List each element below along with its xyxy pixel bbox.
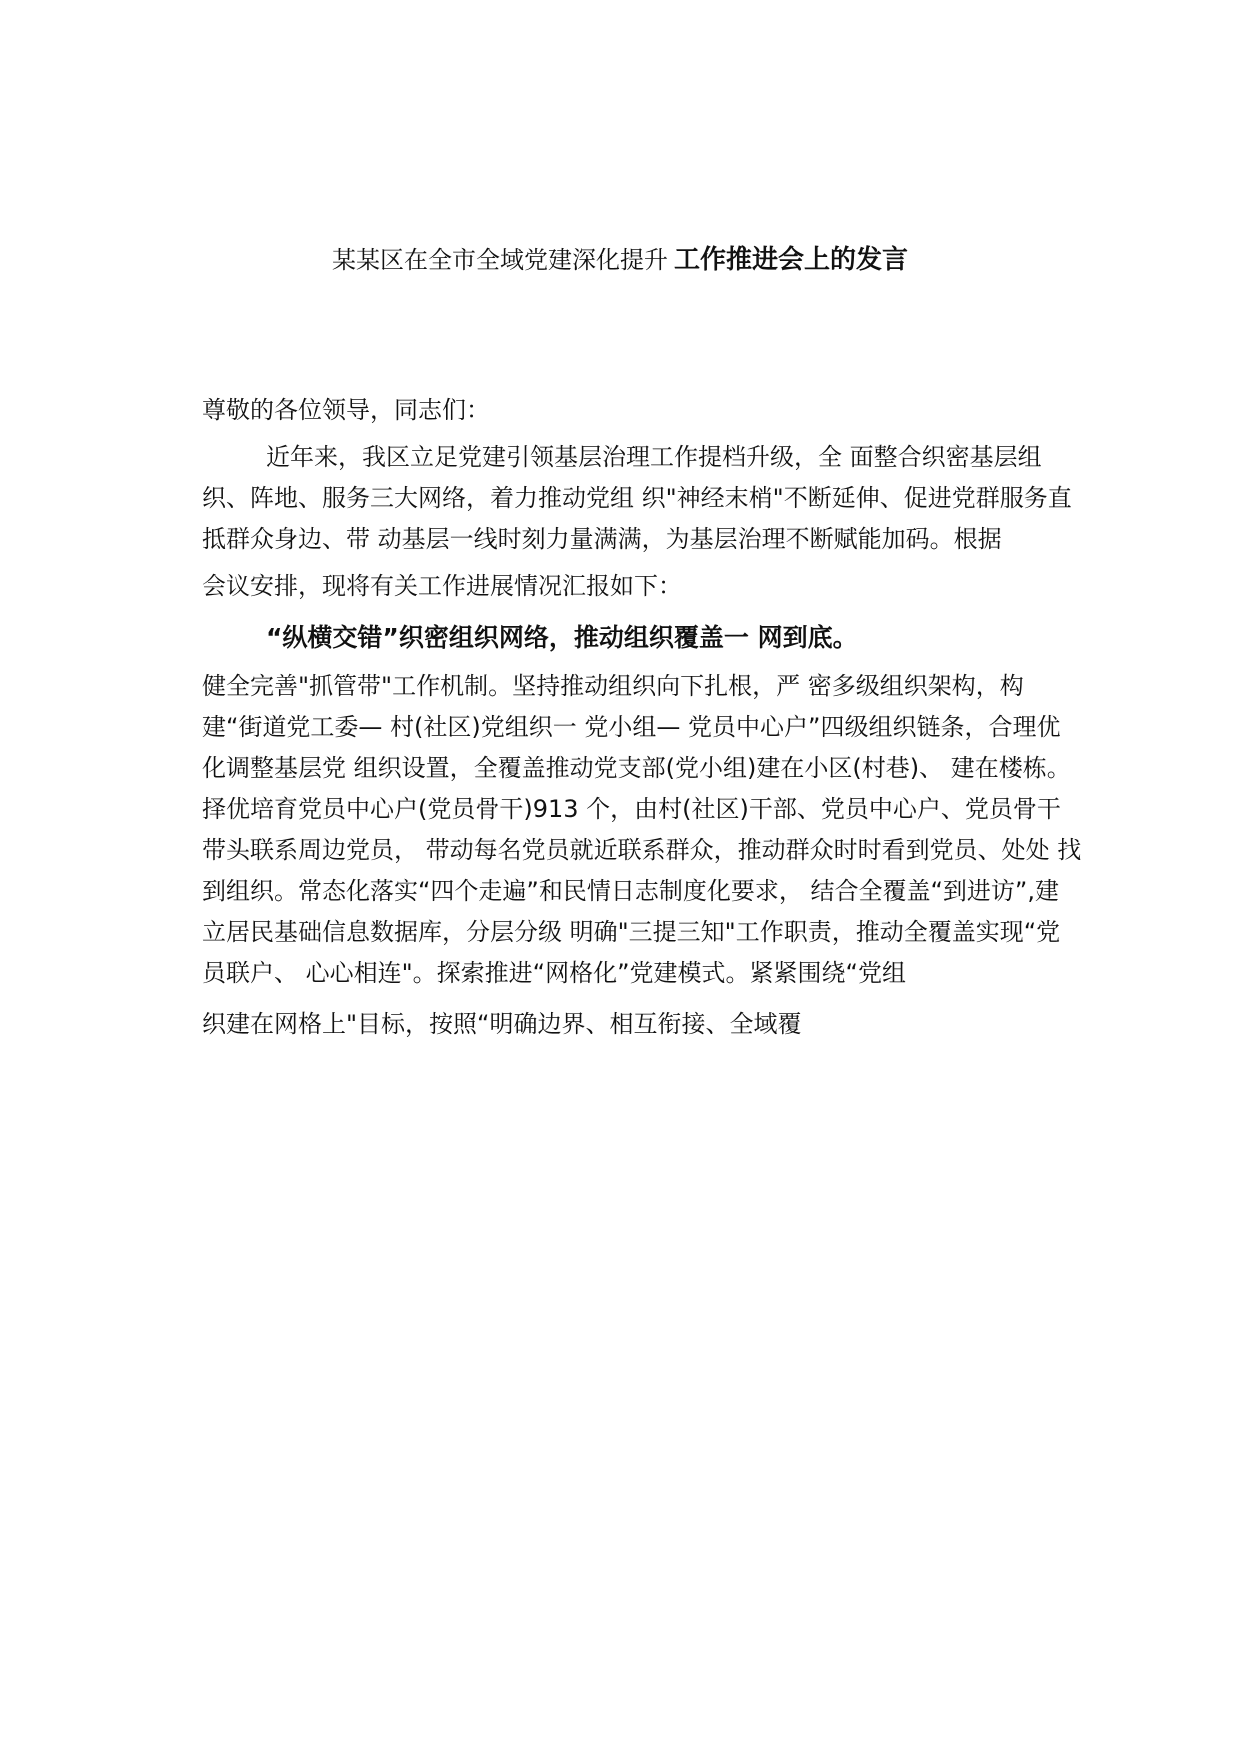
document-title bbox=[0, 243, 1240, 277]
salutation: 尊敬的各位领导，同志们： bbox=[202, 396, 490, 424]
body-paragraph-1: 健全完善"抓管带"工作机制。坚持推动组织向下扎根，严 密多级组织架构，构建“街道党工委— 村(社区)党组织一 党小组— 党员中心户”四级组织链条，合理优化调整基层党 组织设置，全覆盖推动党支部(党小组)建在小区(村巷)、 建在楼栋。择优培育党员中心户(党员骨干)913 个，由村(社区)干部、党员中心户、党员骨干带头联系周边党员， 带动每名党员就近联系群众，推动群众时时看到党员、处处 找到组织。常态化落实“四个走遍”和民情日志制度化要求， 结合全覆盖“到进访”,建立居民基础信息数据库，分层分级 明确"三提三知"工作职责，推动全覆盖实现“党员联户、 心心相连"。探索推进“网格化”党建模式。紧紧围绕“党组 bbox=[202, 672, 1082, 987]
section-heading: “纵横交错”织密组织网络，推动组织覆盖一 网到底。 bbox=[266, 623, 858, 652]
arrangement-line: 会议安排，现将有关工作进展情况汇报如下： bbox=[202, 572, 682, 600]
title-bold-part: 工作推进会上的发言 bbox=[673, 245, 908, 275]
document-body bbox=[202, 390, 1082, 1055]
intro-paragraph: 近年来，我区立足党建引领基层治理工作提档升级，全 面整合织密基层组织、阵地、服务三大网络，着力推动党组 织"神经末梢"不断延伸、促进党群服务直抵群众身边、带 动基层一线时刻力量满满，为基层治理不断赋能加码。根据 bbox=[202, 443, 1072, 553]
body-paragraph-2: 织建在网格上"目标，按照“明确边界、相互衔接、全域覆 bbox=[202, 1010, 802, 1038]
title-regular-part: 某某区在全市全域党建深化提升 bbox=[331, 246, 668, 274]
